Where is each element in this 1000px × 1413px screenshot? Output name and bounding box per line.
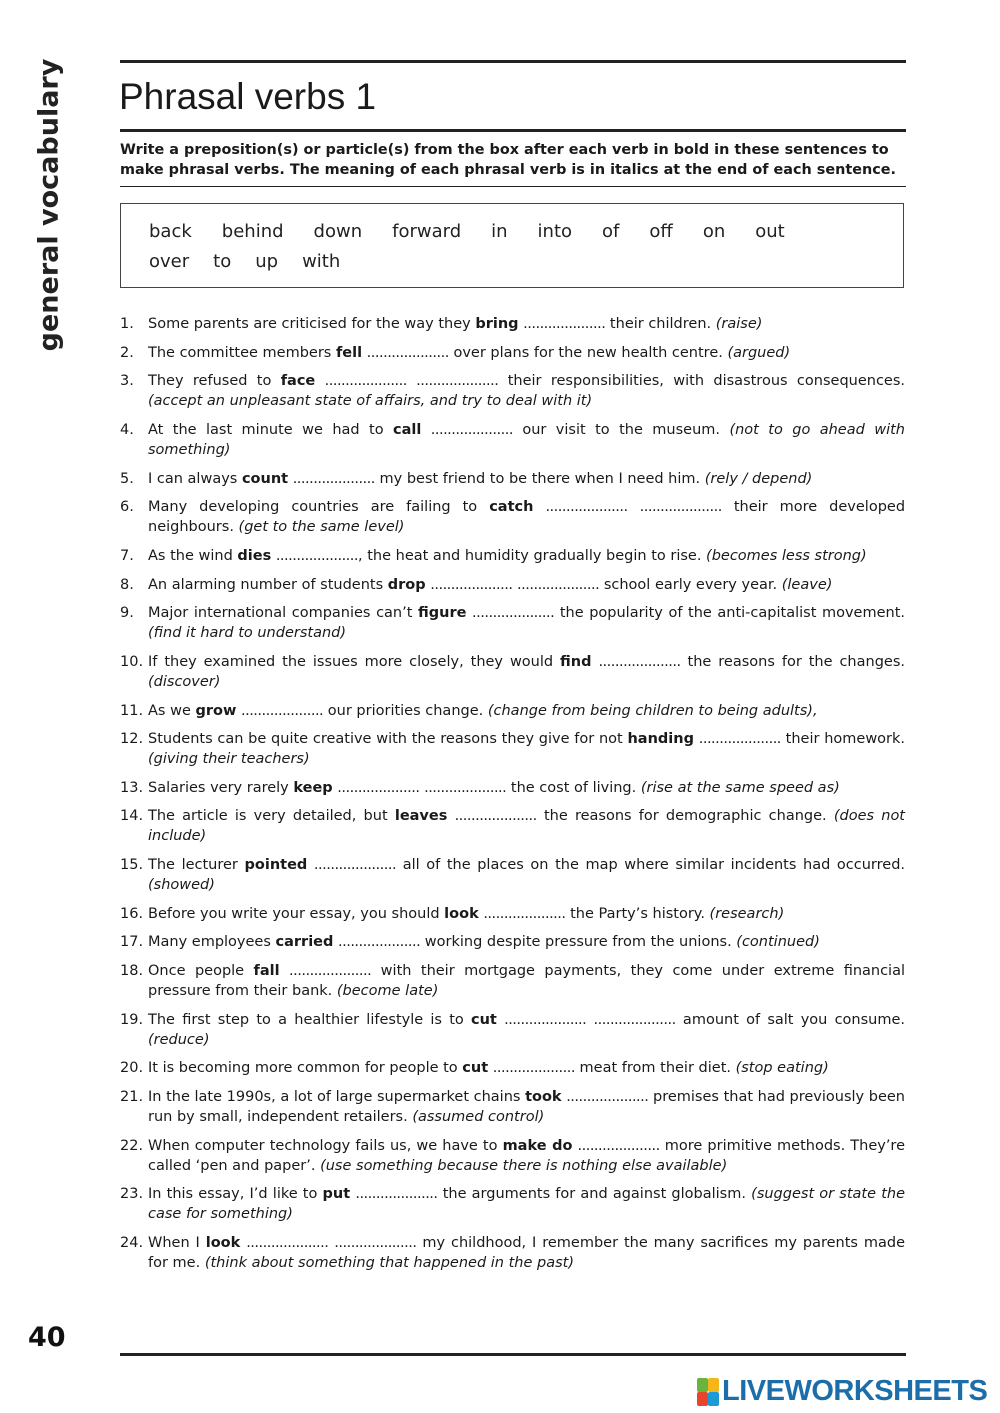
- phrasal-verb: dies: [237, 548, 272, 564]
- exercise-sentence: [148, 1058, 905, 1078]
- sentence-text: their homework.: [780, 731, 906, 747]
- side-section-label: [26, 60, 72, 350]
- sentence-text: As we: [148, 703, 196, 719]
- exercise-sentence: [148, 469, 905, 489]
- answer-blank[interactable]: ....................: [366, 345, 449, 361]
- verb-meaning: (becomes less strong): [706, 548, 867, 564]
- phrasal-verb: figure: [418, 605, 467, 621]
- verb-meaning: (suggest or state the case for something): [148, 1186, 905, 1222]
- sentence-text: [497, 1012, 504, 1028]
- phrasal-verb: look: [444, 906, 479, 922]
- sentence-text: their children.: [605, 316, 716, 332]
- sentence-text: When computer technology fails us, we have to: [148, 1138, 503, 1154]
- verb-meaning: (rise at the same speed as): [640, 780, 840, 796]
- sentence-text: An alarming number of students: [148, 577, 388, 593]
- exercise-number: 13.: [120, 780, 144, 796]
- phrasal-verb: face: [280, 373, 316, 389]
- answer-blank[interactable]: ....................: [313, 857, 397, 873]
- exercise-number: 3.: [120, 373, 134, 389]
- answer-blank[interactable]: ....................: [424, 780, 507, 796]
- liveworksheets-logo-text: LIVEWORKSHEETS: [722, 1375, 988, 1407]
- sentence-text: their more developed neighbours.: [148, 499, 906, 535]
- word-option: of: [602, 221, 620, 242]
- sentence-text: [407, 373, 416, 389]
- answer-blank[interactable]: ....................: [483, 906, 566, 922]
- exercise-number: 8.: [120, 577, 134, 593]
- sentence-text: the reasons for the changes.: [680, 654, 905, 670]
- word-option: out: [755, 221, 785, 242]
- instructions-rule: [120, 186, 906, 187]
- phrasal-verb: took: [525, 1089, 562, 1105]
- sentence-text: , the heat and humidity gradually begin to rise.: [358, 548, 707, 564]
- phrasal-verb: handing: [627, 731, 694, 747]
- exercise-number: 16.: [120, 906, 144, 922]
- word-option: back: [149, 221, 192, 242]
- sentence-text: I can always: [148, 471, 242, 487]
- exercise-sentence: [148, 778, 905, 798]
- sentence-text: As the wind: [148, 548, 238, 564]
- word-option: in: [491, 221, 508, 242]
- exercise-number: 23.: [120, 1186, 144, 1202]
- word-option: over: [149, 251, 190, 272]
- sentence-text: They refused to: [148, 373, 281, 389]
- bottom-rule: [120, 1353, 906, 1356]
- exercise-sentence: [148, 603, 905, 643]
- answer-blank[interactable]: ....................: [430, 422, 513, 438]
- exercise-number: 12.: [120, 731, 144, 747]
- phrasal-verb: call: [393, 422, 422, 438]
- verb-meaning: (showed): [148, 877, 215, 893]
- verb-meaning: (find it hard to understand): [148, 625, 347, 641]
- sentence-text: The article is very detailed, but: [148, 808, 395, 824]
- phrasal-verb: cut: [471, 1012, 497, 1028]
- sentence-text: amount of salt you consume.: [675, 1012, 906, 1028]
- phrasal-verb: fell: [335, 345, 363, 361]
- exercise-number: 18.: [120, 963, 144, 979]
- exercise-sentence: [148, 932, 905, 952]
- answer-blank[interactable]: ....................: [545, 499, 628, 515]
- verb-meaning: (accept an unpleasant state of affairs, and try to deal with it): [148, 393, 593, 409]
- sentence-text: [421, 422, 430, 438]
- answer-blank[interactable]: ....................: [334, 1235, 417, 1251]
- answer-blank[interactable]: ....................: [246, 1235, 329, 1251]
- answer-blank[interactable]: ....................: [416, 373, 499, 389]
- sentence-text: the arguments for and against globalism.: [437, 1186, 752, 1202]
- sentence-text: Once people: [148, 963, 254, 979]
- sentence-text: The first step to a healthier lifestyle is to: [148, 1012, 471, 1028]
- logo-tile: [697, 1378, 708, 1392]
- title-rule: [120, 129, 906, 132]
- exercise-number: 20.: [120, 1060, 144, 1076]
- verb-meaning: (stop eating): [735, 1060, 829, 1076]
- exercise-sentence: [148, 904, 905, 924]
- verb-meaning: (continued): [736, 934, 820, 950]
- verb-meaning: (discover): [148, 674, 221, 690]
- verb-meaning: (raise): [715, 316, 763, 332]
- exercise-number: 4.: [120, 422, 134, 438]
- verb-meaning: (giving their teachers): [148, 751, 310, 767]
- exercise-sentence: [148, 1087, 905, 1127]
- word-option: into: [537, 221, 573, 242]
- sentence-text: Before you write your essay, you should: [148, 906, 445, 922]
- sentence-text: Some parents are criticised for the way they: [148, 316, 476, 332]
- sentence-text: The committee members: [148, 345, 336, 361]
- sentence-text: [280, 963, 289, 979]
- exercise-number: 15.: [120, 857, 144, 873]
- phrasal-verb: look: [205, 1235, 241, 1251]
- answer-blank[interactable]: ....................: [593, 1012, 676, 1028]
- word-option: to: [213, 251, 232, 272]
- exercise-number: 11.: [120, 703, 144, 719]
- sentence-text: premises that had previously been run by small, independent retailers.: [148, 1089, 905, 1125]
- verb-meaning: (argued): [727, 345, 791, 361]
- logo-tile: [708, 1378, 719, 1392]
- exercise-sentence: [148, 806, 905, 846]
- sentence-text: Salaries very rarely: [148, 780, 294, 796]
- sentence-text: In this essay, I’d like to: [148, 1186, 323, 1202]
- phrasal-verb: keep: [293, 780, 333, 796]
- answer-blank[interactable]: ....................: [289, 963, 372, 979]
- page-number: 40: [28, 1322, 66, 1353]
- word-option: forward: [392, 221, 462, 242]
- sentence-text: When I: [148, 1235, 206, 1251]
- phrasal-verb: pointed: [244, 857, 308, 873]
- word-option: on: [702, 221, 726, 242]
- sentence-text: In the late 1990s, a lot of large supermarket chains: [148, 1089, 526, 1105]
- exercise-sentence: [148, 420, 905, 460]
- sentence-text: our visit to the museum.: [512, 422, 730, 438]
- sentence-text: meat from their diet.: [574, 1060, 736, 1076]
- sentence-text: [447, 808, 454, 824]
- answer-blank[interactable]: ....................: [324, 373, 407, 389]
- phrasal-verb: carried: [275, 934, 334, 950]
- liveworksheets-logo-icon: [697, 1378, 719, 1406]
- exercise-number: 17.: [120, 934, 144, 950]
- exercise-number: 7.: [120, 548, 134, 564]
- answer-blank[interactable]: ....................: [517, 577, 600, 593]
- verb-meaning: (assumed control): [412, 1109, 545, 1125]
- sentence-text: If they examined the issues more closely, they would: [148, 654, 561, 670]
- phrasal-verb: make do: [502, 1138, 573, 1154]
- sentence-text: Major international companies can’t: [148, 605, 419, 621]
- phrasal-verb: count: [241, 471, 289, 487]
- sentence-text: our priorities change.: [323, 703, 488, 719]
- exercise-number: 6.: [120, 499, 134, 515]
- word-option: with: [302, 251, 341, 272]
- sentence-text: the Party’s history.: [565, 906, 710, 922]
- phrasal-verb: leaves: [394, 808, 448, 824]
- answer-blank[interactable]: ....................: [292, 471, 375, 487]
- verb-meaning: (research): [709, 906, 785, 922]
- word-option: off: [649, 221, 673, 242]
- phrasal-verb: find: [560, 654, 592, 670]
- verb-meaning: (not to go ahead with something): [148, 422, 906, 458]
- exercise-number: 2.: [120, 345, 134, 361]
- verb-meaning: (rely / depend): [704, 471, 813, 487]
- exercise-number: 10.: [120, 654, 144, 670]
- page-title: Phrasal verbs 1: [119, 76, 377, 117]
- top-rule: [120, 60, 906, 63]
- exercise-sentence: [148, 1136, 905, 1176]
- verb-meaning: (leave): [781, 577, 833, 593]
- phrasal-verb: drop: [387, 577, 426, 593]
- sentence-text: Many developing countries are failing to: [148, 499, 490, 515]
- exercise-sentence: [148, 343, 905, 363]
- answer-blank[interactable]: ....................: [355, 1186, 438, 1202]
- sentence-text: [315, 373, 324, 389]
- verb-meaning: (get to the same level): [238, 519, 405, 535]
- verb-meaning: (become late): [336, 983, 439, 999]
- phrasal-verb: bring: [475, 316, 519, 332]
- sentence-text: with their mortgage payments, they come under extreme financial pressure from their bank.: [148, 963, 906, 999]
- answer-blank[interactable]: ....................: [598, 654, 681, 670]
- word-option: down: [313, 221, 363, 242]
- exercise-number: 1.: [120, 316, 134, 332]
- sentence-text: more primitive methods. They’re called ‘pen and paper’.: [148, 1138, 905, 1174]
- exercise-sentence: [148, 371, 905, 411]
- answer-blank[interactable]: ....................: [338, 934, 421, 950]
- answer-blank[interactable]: ....................: [430, 577, 513, 593]
- answer-blank[interactable]: ....................: [337, 780, 420, 796]
- answer-blank[interactable]: ....................: [472, 605, 555, 621]
- sentence-text: my best friend to be there when I need him.: [374, 471, 705, 487]
- liveworksheets-logo: [697, 1375, 987, 1408]
- verb-meaning: (use something because there is nothing else available): [320, 1158, 728, 1174]
- word-box: [120, 203, 904, 288]
- answer-blank[interactable]: ....................: [523, 316, 606, 332]
- sentence-text: school early every year.: [599, 577, 782, 593]
- phrasal-verb: fall: [253, 963, 280, 979]
- exercise-sentence: [148, 575, 905, 595]
- answer-blank[interactable]: ....................: [639, 499, 722, 515]
- verb-meaning: (think about something that happened in the past): [204, 1255, 574, 1271]
- exercise-sentence: [148, 961, 905, 1001]
- exercise-sentence: [148, 652, 905, 692]
- exercise-number: 19.: [120, 1012, 144, 1028]
- sentence-text: The lecturer: [148, 857, 245, 873]
- sentence-text: [533, 499, 545, 515]
- sentence-text: my childhood, I remember the many sacrifices my parents made for me.: [148, 1235, 905, 1271]
- verb-meaning: (reduce): [148, 1032, 210, 1048]
- phrasal-verb: cut: [462, 1060, 489, 1076]
- answer-blank[interactable]: ....................: [566, 1089, 649, 1105]
- exercise-number: 14.: [120, 808, 144, 824]
- word-box-row-2: [149, 251, 364, 272]
- sentence-text: Many employees: [148, 934, 276, 950]
- exercise-number: 22.: [120, 1138, 144, 1154]
- sentence-text: the popularity of the anti-capitalist movement.: [554, 605, 905, 621]
- answer-blank[interactable]: ....................: [454, 808, 537, 824]
- answer-blank[interactable]: ....................: [504, 1012, 587, 1028]
- answer-blank[interactable]: ....................: [577, 1138, 660, 1154]
- exercise-sentence: [148, 855, 905, 895]
- answer-blank[interactable]: ....................: [240, 703, 324, 719]
- word-option: behind: [221, 221, 284, 242]
- sentence-text: Students can be quite creative with the reasons they give for not: [148, 731, 628, 747]
- sentence-text: It is becoming more common for people to: [148, 1060, 463, 1076]
- phrasal-verb: grow: [195, 703, 237, 719]
- sentence-text: their responsibilities, with disastrous consequences.: [498, 373, 905, 389]
- exercise-sentence: [148, 497, 905, 537]
- instructions: Write a preposition(s) or particle(s) from the box after each verb in bold in these sentences to make phrasal verbs. The meaning of each phrasal verb is in italics at the end of each sentence.: [120, 142, 897, 178]
- verb-meaning: (change from being children to being adults),: [487, 703, 818, 719]
- exercise-sentence: [148, 314, 905, 334]
- exercise-number: 9.: [120, 605, 134, 621]
- exercise-sentence: [148, 1010, 905, 1050]
- phrasal-verb: put: [322, 1186, 351, 1202]
- exercise-sentence: [148, 546, 905, 566]
- sentence-text: the reasons for demographic change.: [536, 808, 834, 824]
- sentence-text: the cost of living.: [506, 780, 641, 796]
- exercise-number: 21.: [120, 1089, 144, 1105]
- answer-blank[interactable]: ....................: [698, 731, 781, 747]
- sentence-text: [307, 857, 314, 873]
- exercise-number: 24.: [120, 1235, 144, 1251]
- exercise-sentence: [148, 1233, 905, 1273]
- exercise-number: 5.: [120, 471, 134, 487]
- sentence-text: over plans for the new health centre.: [448, 345, 728, 361]
- sentence-text: At the last minute we had to: [148, 422, 393, 438]
- word-option: up: [255, 251, 279, 272]
- sentence-text: all of the places on the map where similar incidents had occurred.: [396, 857, 906, 873]
- answer-blank[interactable]: ....................: [492, 1060, 575, 1076]
- logo-tile: [697, 1392, 708, 1406]
- sentence-text: [628, 499, 640, 515]
- answer-blank[interactable]: ....................: [275, 548, 359, 564]
- phrasal-verb: catch: [489, 499, 534, 515]
- side-section-label-text: general vocabulary: [33, 58, 65, 352]
- sentence-text: working despite pressure from the unions.: [420, 934, 737, 950]
- logo-tile: [708, 1392, 719, 1406]
- word-box-row-1: [149, 221, 815, 242]
- exercise-sentence: [148, 701, 905, 721]
- exercise-sentence: [148, 729, 905, 769]
- verb-meaning: (does not include): [148, 808, 905, 844]
- sentence-text: [586, 1012, 593, 1028]
- exercise-sentence: [148, 1184, 905, 1224]
